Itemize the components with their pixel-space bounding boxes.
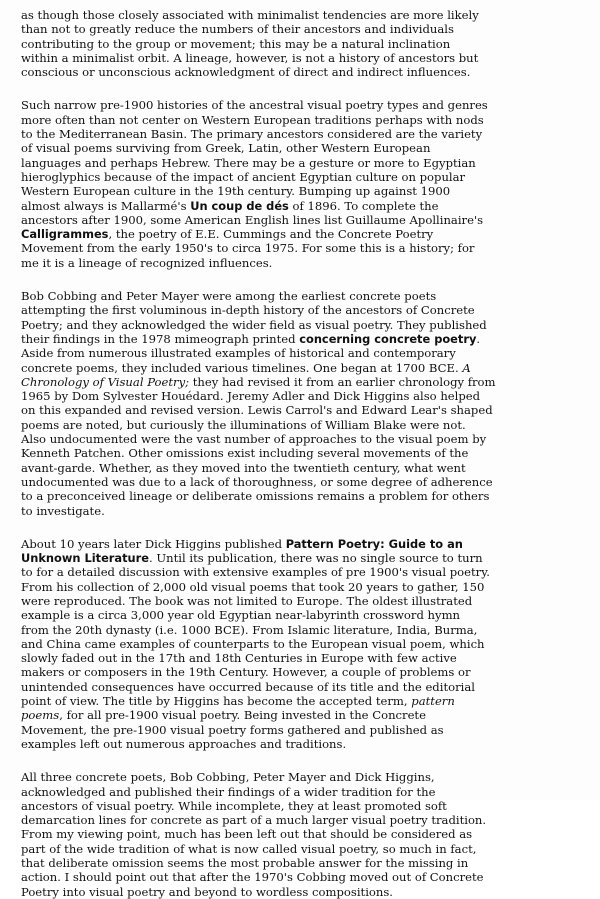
text-line <box>21 608 586 622</box>
text-line <box>21 98 586 112</box>
text-run: of 1896. To complete the <box>288 198 439 213</box>
text-run: ancestors after 1900, some American English lines list Guillaume Apollinaire's <box>21 212 484 227</box>
text-run: . <box>476 331 481 346</box>
text-run: poems are noted, but curiously the illuminations of William Blake were not. <box>21 417 466 432</box>
text-run: About 10 years later Dick Higgins published <box>21 536 286 551</box>
text-line <box>21 785 586 799</box>
text-line <box>21 504 586 518</box>
text-line <box>21 623 586 637</box>
text-line <box>21 170 586 184</box>
text-run: . Until its publication, there was no single source to turn <box>149 551 483 566</box>
text-line <box>21 113 586 127</box>
text-run: ancestors of visual poetry. While incomplete, they at least promoted soft <box>21 798 447 813</box>
text-run: All three concrete poets, Bob Cobbing, Peter Mayer and Dick Higgins, <box>21 770 435 785</box>
text-line <box>21 289 586 303</box>
text-run: me it is a lineage of recognized influences. <box>21 255 273 270</box>
text-line <box>21 770 586 784</box>
text-line <box>21 694 586 708</box>
text-line <box>21 127 586 141</box>
text-run: , for all pre-1900 visual poetry. Being invested in the Concrete <box>59 708 426 723</box>
text-line <box>21 332 586 346</box>
text-run: that deliberate omission seems the most probable answer for the missing in <box>21 856 469 871</box>
text-run: slowly faded out in the 17th and 18th Centuries in Europe with few active <box>21 651 457 666</box>
text-line <box>21 303 586 317</box>
text-run: almost always is Mallarmé's <box>21 198 191 213</box>
text-run: of visual poems surviving from Greek, Latin, other Western European <box>21 141 431 156</box>
text-run: action. I should point out that after the 1970's Cobbing moved out of Concrete <box>21 870 484 885</box>
text-run: within a minimalist orbit. A lineage, however, is not a history of ancestors but <box>21 50 479 65</box>
text-run: attempting the first voluminous in-depth history of the ancestors of Concrete <box>21 303 475 318</box>
text-line <box>21 461 586 475</box>
text-run: Western European culture in the 19th century. Bumping up against 1900 <box>21 184 451 199</box>
text-line <box>21 418 586 432</box>
text-run: Movement from the early 1950's to circa 1975. For some this is a history; for <box>21 241 475 256</box>
text-line <box>21 551 586 565</box>
text-line <box>21 723 586 737</box>
text-run: and China came examples of counterparts to the European visual poem, which <box>21 636 485 651</box>
text-line <box>21 227 586 241</box>
text-run: makers or composers in the 19th Century. However, a couple of problems or <box>21 665 471 680</box>
text-run: languages and perhaps Hebrew. There may be a gesture or more to Egyptian <box>21 155 476 170</box>
text-run: demarcation lines for concrete as part of a much larger visual poetry tradition. <box>21 813 487 828</box>
text-run: Such narrow pre-1900 histories of the ancestral visual poetry types and genres <box>21 98 488 113</box>
text-line <box>21 651 586 665</box>
text-line <box>21 256 586 270</box>
text-run: were reproduced. The book was not limited to Europe. The oldest illustrated <box>21 593 473 608</box>
text-run: to investigate. <box>21 503 105 518</box>
text-line <box>21 141 586 155</box>
text-line <box>21 737 586 751</box>
bold-title: concerning concrete poetry <box>299 331 477 346</box>
text-run: From his collection of 2,000 old visual poems that took 20 years to gather, 150 <box>21 579 485 594</box>
text-run: than not to greatly reduce the numbers of their ancestors and individuals <box>21 22 454 37</box>
text-line <box>21 184 586 198</box>
text-run: to a preconceived lineage or deliberate omissions remains a problem for others <box>21 489 490 504</box>
bold-title: Calligrammes <box>21 227 109 242</box>
text-line <box>21 346 586 360</box>
text-run: conscious or unconscious acknowledgment of direct and indirect influences. <box>21 65 471 80</box>
text-run: on this expanded and revised version. Lewis Carrol's and Edward Lear's shaped <box>21 403 493 418</box>
paragraph-5 <box>21 770 586 899</box>
paragraph-3 <box>21 289 586 518</box>
text-line <box>21 156 586 170</box>
text-run: from the 20th dynasty (i.e. 1000 BCE). From Islamic literature, India, Burma, <box>21 622 478 637</box>
text-run: Aside from numerous illustrated examples of historical and contemporary <box>21 346 456 361</box>
text-run: Bob Cobbing and Peter Mayer were among the earliest concrete poets <box>21 289 437 304</box>
text-line <box>21 389 586 403</box>
paragraph-4 <box>21 537 586 751</box>
text-run: to for a detailed discussion with extensive examples of pre 1900's visual poetry. <box>21 565 490 580</box>
text-run: examples left out numerous approaches and traditions. <box>21 736 347 751</box>
text-line <box>21 870 586 884</box>
text-run: acknowledged and published their findings of a wider tradition for the <box>21 784 436 799</box>
paragraph-1 <box>21 8 586 79</box>
text-line <box>21 318 586 332</box>
text-line <box>21 213 586 227</box>
text-line <box>21 489 586 503</box>
text-line <box>21 8 586 22</box>
text-run: Also undocumented were the vast number of approaches to the visual poem by <box>21 432 487 447</box>
text-run: unintended consequences have occurred because of its title and the editorial <box>21 679 475 694</box>
bold-title: Pattern Poetry: Guide to an <box>285 536 463 551</box>
text-run: point of view. The title by Higgins has become the accepted term, <box>21 694 412 709</box>
text-run: to the Mediterranean Basin. The primary ancestors considered are the variety <box>21 127 483 142</box>
text-line <box>21 799 586 813</box>
text-run: as though those closely associated with minimalist tendencies are more likely <box>21 8 479 22</box>
text-line <box>21 885 586 899</box>
text-line <box>21 708 586 722</box>
text-line <box>21 537 586 551</box>
text-run: Poetry into visual poetry and beyond to wordless compositions. <box>21 884 393 899</box>
text-run: part of the wide tradition of what is now called visual poetry, so much in fact, <box>21 841 477 856</box>
italic-title: Chronology of Visual Poetry; <box>21 374 190 389</box>
text-line <box>21 680 586 694</box>
text-run: Movement, the pre-1900 visual poetry forms gathered and published as <box>21 722 444 737</box>
text-line <box>21 665 586 679</box>
text-run: Poetry; and they acknowledged the wider field as visual poetry. They published <box>21 317 487 332</box>
text-line <box>21 565 586 579</box>
text-run: Kenneth Patchen. Other omissions exist including several movements of the <box>21 446 469 461</box>
text-line <box>21 22 586 36</box>
italic-title: pattern <box>411 694 455 709</box>
text-line <box>21 475 586 489</box>
text-line <box>21 842 586 856</box>
text-run: concrete poems, they included various timelines. One began at 1700 BCE. <box>21 360 463 375</box>
text-line <box>21 403 586 417</box>
text-run: more often than not center on Western European traditions perhaps with nods <box>21 112 484 127</box>
bold-title: Unknown Literature <box>21 551 149 566</box>
text-line <box>21 446 586 460</box>
text-run: example is a circa 3,000 year old Egyptian near-labyrinth crossword hymn <box>21 608 461 623</box>
text-line <box>21 827 586 841</box>
text-line <box>21 37 586 51</box>
text-run: contributing to the group or movement; this may be a natural inclination <box>21 36 451 51</box>
text-line <box>21 375 586 389</box>
text-line <box>21 199 586 213</box>
text-run: their findings in the 1978 mimeograph printed <box>21 331 300 346</box>
paragraph-2 <box>21 98 586 270</box>
text-run: undocumented was due to a lack of thoroughness, or some degree of adherence <box>21 474 493 489</box>
text-line <box>21 813 586 827</box>
text-line <box>21 51 586 65</box>
text-line <box>21 637 586 651</box>
text-line <box>21 856 586 870</box>
text-run: hieroglyphics because of the impact of ancient Egyptian culture on popular <box>21 169 466 184</box>
text-line <box>21 594 586 608</box>
text-line <box>21 65 586 79</box>
text-line <box>21 580 586 594</box>
bold-title: Un coup de dés <box>190 198 289 213</box>
text-run: From my viewing point, much has been left out that should be considered as <box>21 827 473 842</box>
italic-title: poems <box>21 708 60 723</box>
text-run: they had revised it from an earlier chronology from <box>189 374 496 389</box>
text-run: , the poetry of E.E. Cummings and the Concrete Poetry <box>108 227 434 242</box>
text-run: avant-garde. Whether, as they moved into the twentieth century, what went <box>21 460 466 475</box>
text-run: 1965 by Dom Sylvester Houédard. Jeremy Adler and Dick Higgins also helped <box>21 389 481 404</box>
text-line <box>21 361 586 375</box>
text-line <box>21 241 586 255</box>
italic-title: A <box>462 360 471 375</box>
text-line <box>21 432 586 446</box>
